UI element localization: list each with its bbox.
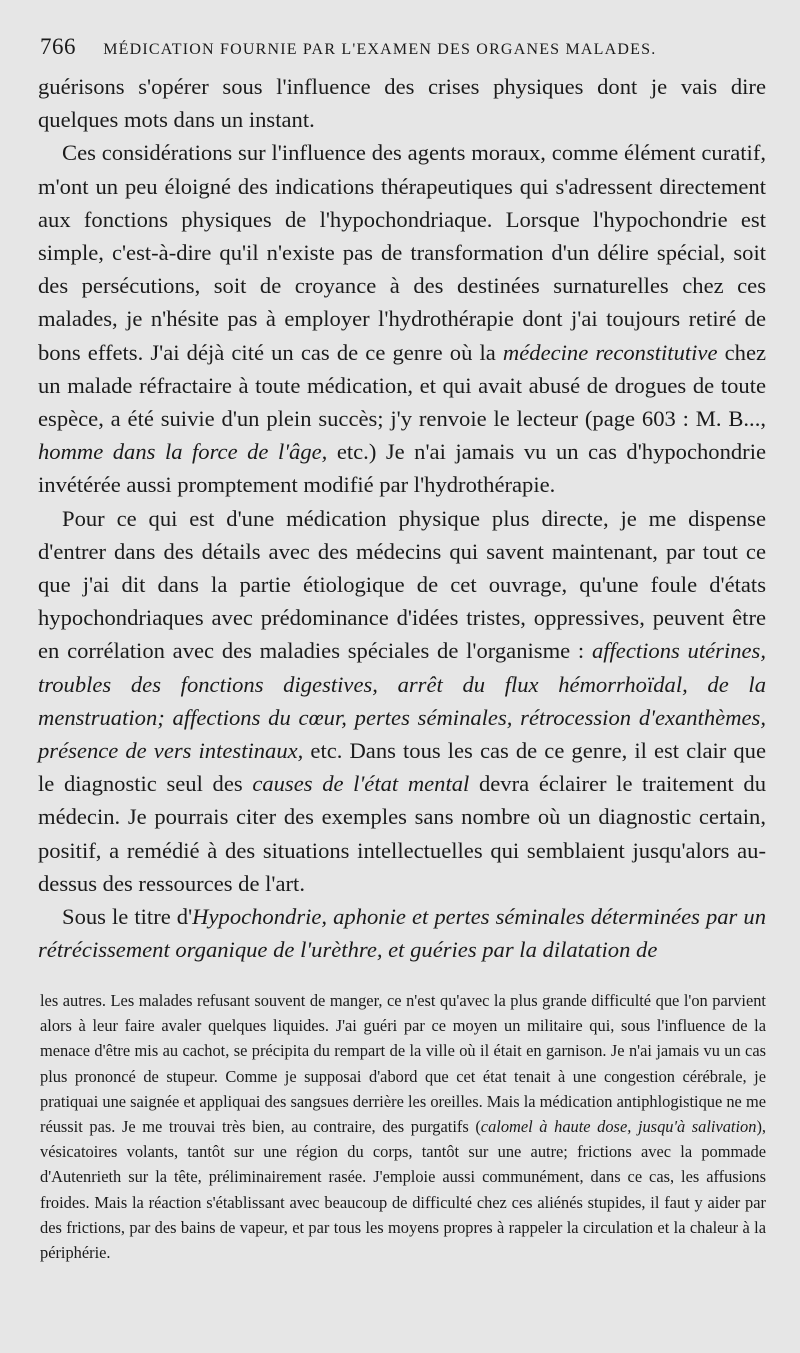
page-number: 766 <box>40 34 76 59</box>
italic-run: médecine reconstitutive <box>502 339 718 365</box>
paragraph-case-title <box>38 900 766 966</box>
text-run: ), vésicatoires volants, tantôt sur une région du corps, tantôt sur une autre; frictions avec la pommade d'Autenrieth sur la tête, préliminairement rasée. J'emploie aussi communément, dans ce cas, les affusions froides. Mais la réaction s'établissant avec beaucoup de difficulté chez ces aliénés stupides, il faut y aider par des frictions, par des bains de vapeur, et par tous les moyens propres à rappeler la circulation et la chaleur à la périphérie. <box>40 1117 766 1263</box>
paragraph-physical-medication <box>38 502 766 900</box>
italic-run: causes de l'état mental <box>252 771 470 797</box>
italic-run: Hypochondrie, aphonie et pertes séminales déterminées par un rétrécissement organique de l'urèthre, et guéries par la dilatation de <box>38 904 766 963</box>
text-run: etc.) Je n'ai jamais vu un cas d'hypochondrie invétérée aussi promptement modifié par l'hydrothérapie. <box>38 439 767 498</box>
text-run: Ces considérations sur l'influence des agents moraux, comme élément curatif, m'ont un peu éloigné des indications thérapeutiques qui s'adressent directement aux fonctions physiques de l'hypochondriaque. Lorsque l'hypochondrie est simple, c'est-à-dire qu'il n'existe pas de transformation d'un délire spécial, soit des persécutions, soit de croyance à des destinées surnaturelles chez ces malades, je n'hésite pas à employer l'hydrothérapie dont j'ai toujours retiré de bons effets. J'ai déjà cité un cas de ce genre où la <box>38 140 766 365</box>
text-run: Pour ce qui est d'une médication physique plus directe, je me dispense d'entrer dans des détails avec des médecins qui savent maintenant, par tout ce que j'ai dit dans la partie étiologique de cet ouvrage, qu'une foule d'états hypochondriaques avec prédominance d'idées tristes, oppressives, peuvent être en corrélation avec des maladies spéciales de l'organisme : <box>38 505 766 664</box>
text-run: Sous le titre d' <box>62 904 193 930</box>
text-run: etc. Dans tous les cas de ce genre, il est clair que le diagnostic seul des <box>38 738 767 797</box>
footnote <box>40 988 766 1265</box>
footnote-text <box>40 988 766 1265</box>
italic-run: homme dans la force de l'âge, <box>38 439 328 465</box>
italic-run: affections utérines, troubles des fonctions digestives, arrêt du flux hémorrhoïdal, de la menstruation; affections du cœur, pertes séminales, rétrocession d'exanthèmes, présence de vers intestinaux, <box>38 638 766 764</box>
text-run: chez un malade réfractaire à toute médication, et qui avait abusé de drogues de toute espèce, a été suivie d'un plein succès; j'y renvoie le lecteur (page 603 : M. B..., <box>38 339 767 432</box>
main-text <box>38 70 766 966</box>
text-run: les autres. Les malades refusant souvent de manger, ce n'est qu'avec la plus grande difficulté que l'on parvient alors à leur faire avaler quelques liquides. J'ai guéri par ce moyen un militaire qui, sous l'influence de la menace d'être mis au cachot, se précipita du rempart de la ville où il était en garnison. Je n'ai jamais vu un cas plus prononcé de stupeur. Comme je supposai d'abord que cet état tenait à une congestion cérébrale, je pratiquai une saignée et appliquai des sangsues derrière les oreilles. Mais la médication antiphlogistique ne me réussit pas. Je me trouvai très bien, au contraire, des purgatifs ( <box>40 991 766 1137</box>
running-header <box>40 34 760 60</box>
paragraph-hydrotherapy <box>38 136 766 501</box>
italic-run: calomel à haute dose, jusqu'à salivation <box>480 1117 757 1137</box>
paragraph-continuation: guérisons s'opérer sous l'influence des crises physiques dont je vais dire quelques mots dans un instant. <box>38 74 766 133</box>
running-title: MÉDICATION FOURNIE PAR L'EXAMEN DES ORGANES MALADES. <box>103 41 657 58</box>
text-run: devra éclairer le traitement du médecin. Je pourrais citer des exemples sans nombre où un diagnostic certain, positif, a remédié à des situations intellectuelles qui semblaient jusqu'alors au-dessus des ressources de l'art. <box>38 771 766 896</box>
